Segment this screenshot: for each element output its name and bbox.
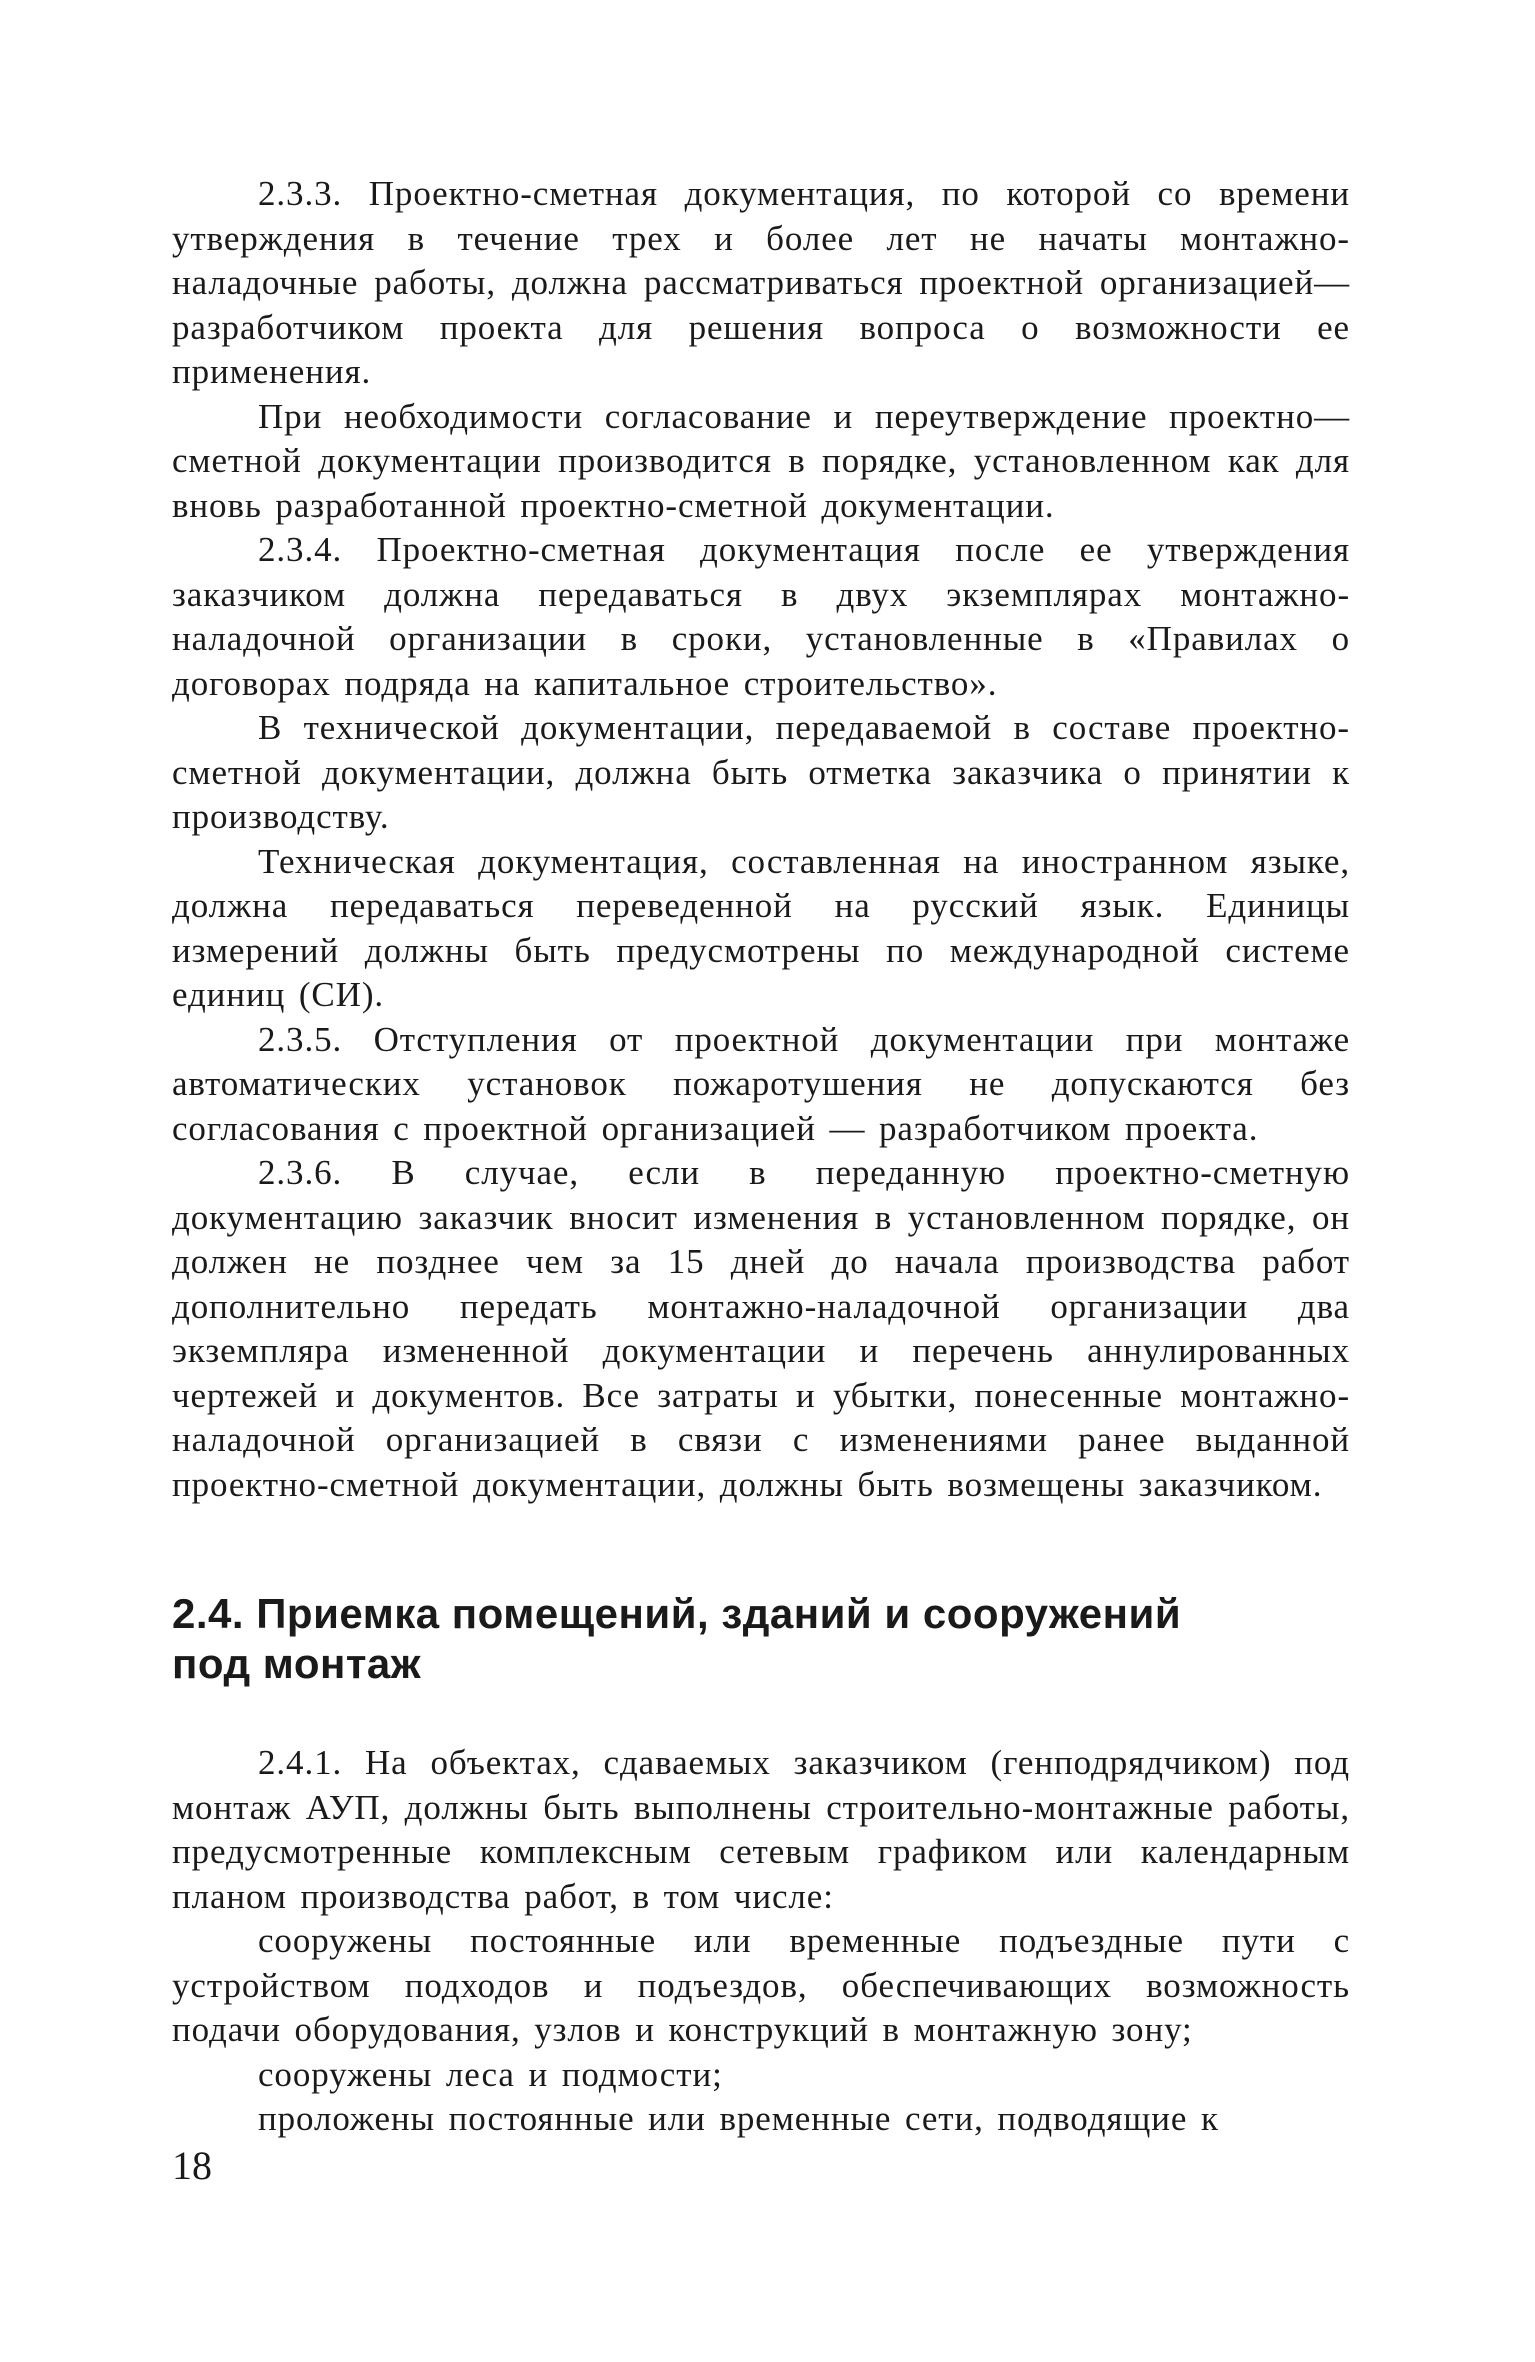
list-item-scaffolding: сооружены леса и подмости; [258, 2054, 723, 2094]
list-item-utility-networks: проложены постоянные или временные сети, подводящие к [258, 2099, 1219, 2138]
section-heading-line-2: под монтаж [172, 1640, 422, 1687]
paragraph-2-3-3-approval: При необходимости согласование и переутверждение проектно—сметной документации производится в порядке, установленном как для вновь разработанной проектно-сметной документации. [172, 396, 1350, 525]
section-heading-2-4 [172, 1589, 1350, 1689]
paragraph-2-3-4-foreign-docs: Техническая документация, составленная на иностранном языке, должна передаваться переведенной на русский язык. Единицы измерений должны быть предусмотрены по международной системе единиц (СИ). [172, 841, 1350, 1014]
document-body [172, 172, 1350, 2142]
paragraph-2-3-5: 2.3.5. Отступления от проектной документации при монтаже автоматических установок пожаротушения не допускаются без согласования с проектной организацией — разработчиком проекта. [172, 1019, 1350, 1148]
paragraph-2-3-3: 2.3.3. Проектно-сметная документация, по которой со времени утверждения в течение трех и более лет не начаты монтажно-наладочные работы, должна рассматриваться проектной организацией— разработчиком проекта для решения вопроса о возможности ее применения. [172, 174, 1350, 391]
paragraph-2-3-6: 2.3.6. В случае, если в переданную проектно-сметную документацию заказчик вносит изменения в установленном порядке, он должен не позднее чем за 15 дней до начала производства работ дополнительно передать монтажно-наладочной организации два экземпляра измененной документации и перечень аннулированных чертежей и документов. Все затраты и убытки, понесенные монтажно-наладочной организацией в связи с изменениями ранее выданной проектно-сметной документации, должны быть возмещены заказчиком. [172, 1153, 1350, 1504]
section-heading-line-1: 2.4. Приемка помещений, зданий и сооружений [172, 1590, 1182, 1637]
list-item-access-roads: сооружены постоянные или временные подъездные пути с устройством подходов и подъездов, обеспечивающих возможность подачи оборудования, узлов и конструкций в монтажную зону; [172, 1921, 1350, 2049]
page-number: 18 [172, 2143, 212, 2188]
paragraph-2-4-1: 2.4.1. На объектах, сдаваемых заказчиком (генподрядчиком) под монтаж АУП, должны быть выполнены строительно-монтажные работы, предусмотренные комплексным сетевым графиком или календарным планом производства работ, в том числе: [172, 1743, 1350, 1916]
paragraph-2-3-4: 2.3.4. Проектно-сметная документация после ее утверждения заказчиком должна передаваться в двух экземплярах монтажно-наладочной организации в сроки, установленные в «Правилах о договорах подряда на капитальное строительство». [172, 530, 1350, 703]
paragraph-2-3-4-technical-docs: В технической документации, передаваемой в составе проектно-сметной документации, должна быть отметка заказчика о принятии к производству. [172, 708, 1350, 836]
